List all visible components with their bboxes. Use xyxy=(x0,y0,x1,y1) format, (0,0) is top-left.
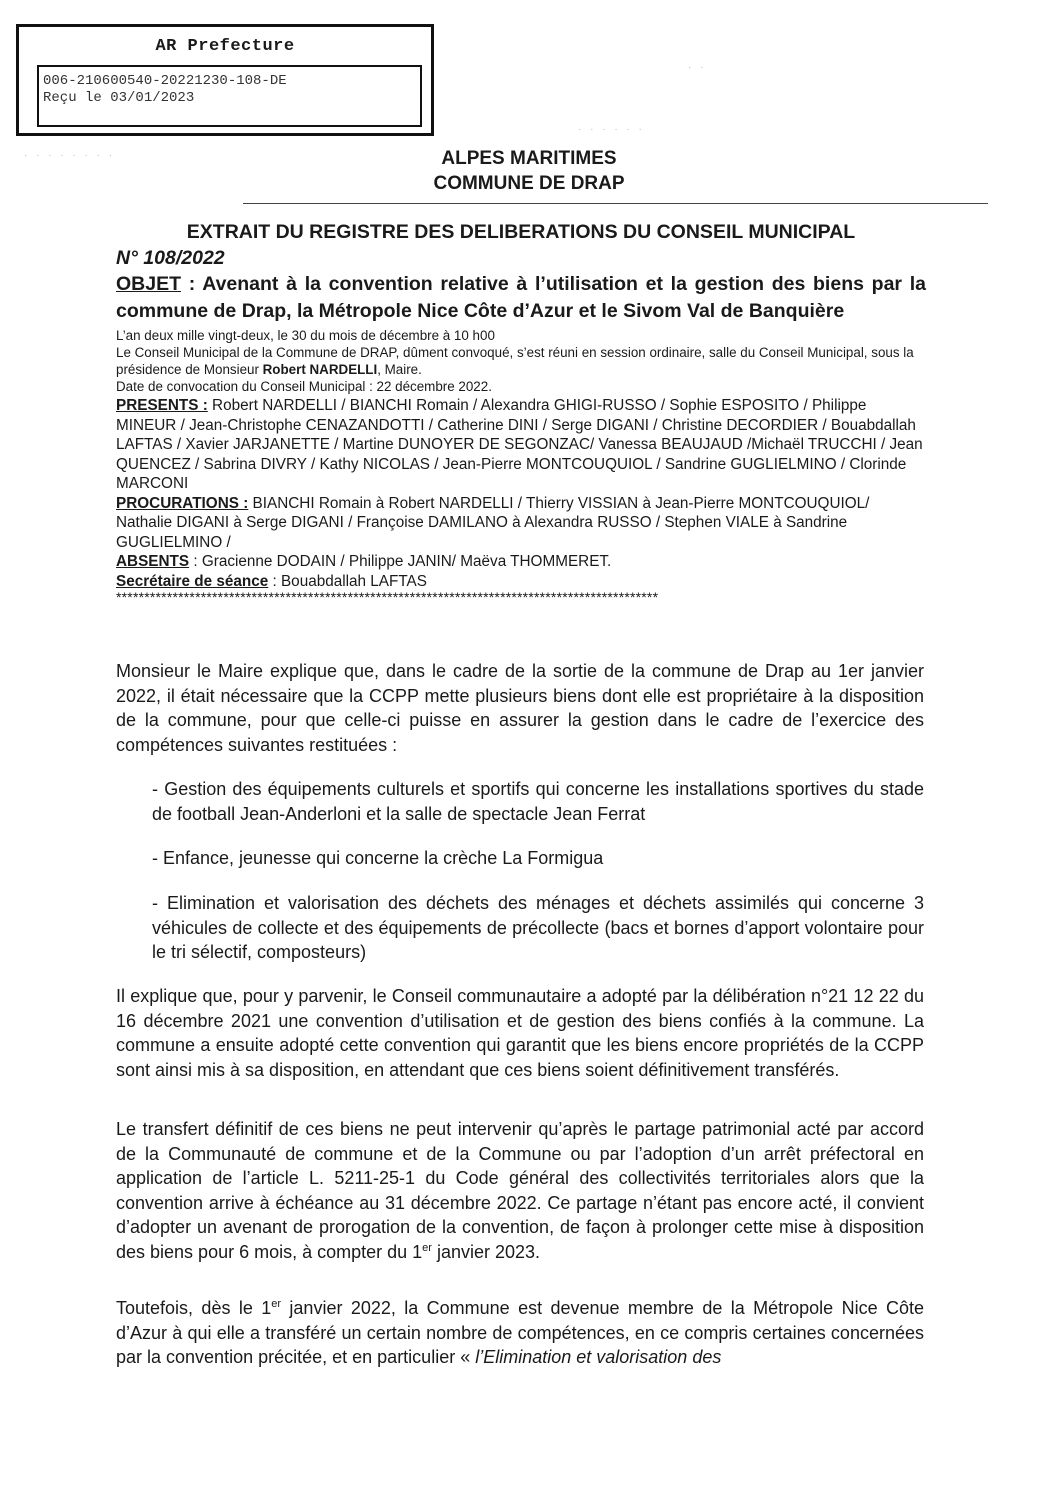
procurations-names: BIANCHI Romain à Robert NARDELLI / Thierry VISSIAN à Jean-Pierre MONTCOUQUIOL/ Nathalie DIGANI à Serge DIGANI / Françoise DAMILANO à Alexandra RUSSO / Stephen VIALE à Sandrine GUGLIELMINO / xyxy=(116,494,870,551)
deliberation-number: N° 108/2022 xyxy=(116,247,225,269)
presents-label: PRESENTS : xyxy=(116,397,208,414)
metropole-text: janvier 2022, la Commune est devenue membre de la Métropole Nice Côte d’Azur à qui elle a transféré un certain nombre de compétences, en ce compris certaines concernées par la convention précitée, et en particulier « xyxy=(116,1298,924,1367)
stamp-details xyxy=(37,65,422,127)
secretary-label: Secrétaire de séance xyxy=(116,572,269,590)
paragraph-metropole xyxy=(116,1296,924,1370)
department-heading: ALPES MARITIMES xyxy=(441,148,617,169)
extract-title: EXTRAIT DU REGISTRE DES DELIBERATIONS DU CONSEIL MUNICIPAL xyxy=(186,221,856,243)
metropole-quote: l’Elimination et valorisation des xyxy=(475,1347,722,1367)
attendance-list xyxy=(116,396,926,603)
procurations-list xyxy=(116,494,926,553)
stamp-title: AR Prefecture xyxy=(155,37,295,56)
competence-item-waste: - Elimination et valorisation des déchets des ménages et déchets assimilés qui concerne 3 véhicules de collecte et des équipements de précollecte (bacs et bornes d’apport volontaire pour le tri sélectif, composteurs) xyxy=(152,893,924,962)
procurations-label: PROCURATIONS : xyxy=(116,494,249,512)
presents-names: Robert NARDELLI / BIANCHI Romain / Alexandra GHIGI-RUSSO / Sophie ESPOSITO / Philippe MINEUR / Jean-Christophe CENAZANDOTTI / Catherine DINI / Serge DIGANI / Christine DECORDIER / Bouabdallah LAFTAS / Xavier JARJANETTE / Martine DUNOYER DE SEGONZAC/ Vanessa BEAUJAUD /Michaël TRUCCHI / Jean QUENCEZ / Sabrina DIVRY / Kathy NICOLAS / Jean-Pierre MONTCOUQUIOL / Sandrine GUGLIELMINO / Clorinde MARCONI xyxy=(116,397,923,492)
session-convocation xyxy=(116,344,926,378)
deliberation-object xyxy=(116,271,926,325)
commune-heading: COMMUNE DE DRAP xyxy=(433,173,625,194)
session-meta xyxy=(116,327,926,395)
object-text: : Avenant à la convention relative à l’utilisation et la gestion des biens par la commune de Drap, la Métropole Nice Côte d’Azur et le Sivom Val de Banquière xyxy=(116,273,926,322)
object-label: OBJET xyxy=(116,273,182,295)
convocation-text: Le Conseil Municipal de la Commune de DRAP, dûment convoqué, s’est réuni en session ordinaire, salle du Conseil Municipal, sous la présidence de Monsieur xyxy=(116,345,914,377)
president-name: Robert NARDELLI xyxy=(262,362,378,377)
scan-speckle: · · xyxy=(688,62,707,73)
scan-speckle: · · · · · · · · xyxy=(24,150,116,161)
paragraph-convention: Il explique que, pour y parvenir, le Conseil communautaire a adopté par la délibération n°21 12 22 du 16 décembre 2021 une convention d’utilisation et de gestion des biens confiés à la commune. La commune a ensuite adopté cette convention qui garantit que les biens encore propriétés de la CCPP sont ainsi mis à sa disposition, en attendant que ces biens soient définitivement transférés. xyxy=(116,986,924,1080)
convocation-suffix: , Maire. xyxy=(377,362,422,377)
transfer-superscript: er xyxy=(422,1241,432,1254)
stamp-received-date: Reçu le 03/01/2023 xyxy=(43,90,195,106)
prefecture-stamp xyxy=(16,24,434,136)
scan-speckle: · · · · · · xyxy=(578,124,645,135)
competence-item-sports: - Gestion des équipements culturels et sportifs qui concerne les installations sportives du stade de football Jean-Anderloni et la salle de spectacle Jean Ferrat xyxy=(152,779,924,824)
secretary-name: : Bouabdallah LAFTAS xyxy=(268,572,427,590)
metropole-text-start: Toutefois, dès le 1 xyxy=(116,1298,272,1318)
paragraph-intro: Monsieur le Maire explique que, dans le cadre de la sortie de la commune de Drap au 1er janvier 2022, il était nécessaire que la CCPP mette plusieurs biens dont elle est propriétaire à la disposition de la commune, pour que celle-ci puisse en assurer la gestion dans le cadre de l’exercice des compétences suivantes restituées : xyxy=(116,661,924,755)
competence-item-childhood: - Enfance, jeunesse qui concerne la crèche La Formigua xyxy=(152,848,604,868)
transfer-text: Le transfert définitif de ces biens ne peut intervenir qu’après le partage patrimonial acté par accord de la Communauté de commune et de la Commune ou par l’adoption d’un arrêt préfectoral en application de l’article L. 5211-25-1 du Code général des collectivités territoriales alors que la convention arrive à échéance au 31 décembre 2022. Ce partage n’étant pas encore acté, il convient d’adopter un avenant de prorogation de la convention, de façon à prolonger cette mise à disposition des biens pour 6 mois, à compter du 1 xyxy=(116,1119,924,1262)
header-divider xyxy=(243,203,988,204)
paragraph-transfer xyxy=(116,1117,924,1264)
transfer-text-end: janvier 2023. xyxy=(431,1241,541,1262)
absents-list xyxy=(116,552,926,572)
absents-names: : Gracienne DODAIN / Philippe JANIN/ Maëva THOMMERET. xyxy=(189,553,612,570)
separator-stars: ************************************************************************************************ xyxy=(116,591,659,603)
absents-label: ABSENTS xyxy=(116,553,190,570)
deliberation-header xyxy=(116,219,926,603)
stamp-reference: 006-210600540-20221230-108-DE xyxy=(43,73,287,89)
presents-list xyxy=(116,396,926,494)
convocation-date: Date de convocation du Conseil Municipal : 22 décembre 2022. xyxy=(116,379,492,394)
metropole-superscript: er xyxy=(271,1298,282,1310)
session-date: L’an deux mille vingt-deux, le 30 du mois de décembre à 10 h00 xyxy=(116,328,495,343)
secretary-line xyxy=(116,572,926,592)
